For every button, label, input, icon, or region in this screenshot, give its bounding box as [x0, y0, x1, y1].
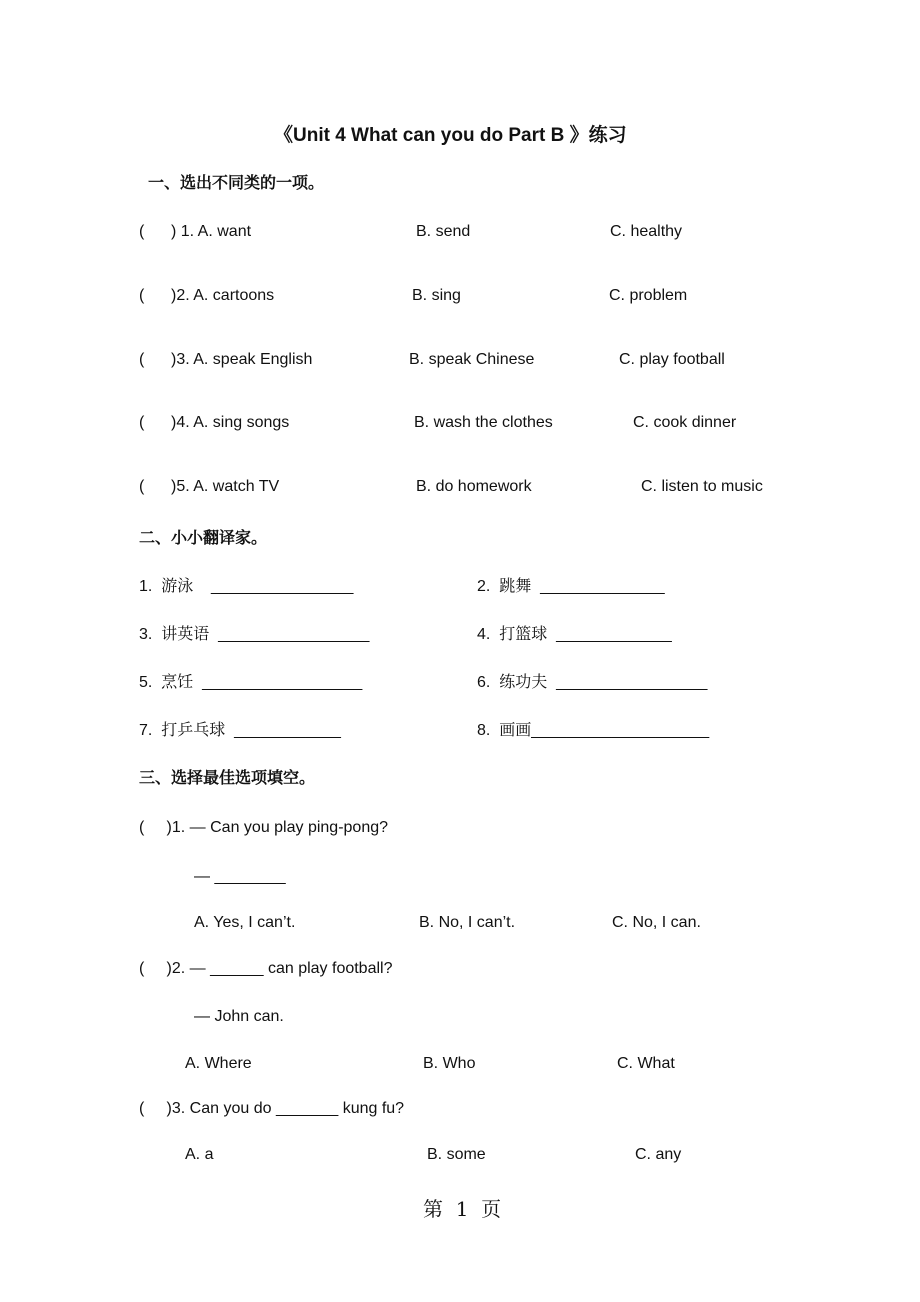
s1-item-4-b: B. wash the clothes: [414, 414, 553, 431]
section3-heading: 三、选择最佳选项填空。: [139, 770, 316, 787]
s1-item-5-b: B. do homework: [416, 478, 532, 495]
s1-item-3-a: ( )3. A. speak English: [139, 351, 313, 368]
s2-item-2: 2. 跳舞 ______________: [477, 578, 665, 595]
s1-item-4-a: ( )4. A. sing songs: [139, 414, 290, 431]
s3-q3-option-c: C. any: [635, 1146, 682, 1163]
s2-item-3: 3. 讲英语 _________________: [139, 626, 370, 643]
page-number: 第 1 页: [423, 1197, 502, 1221]
s1-item-5-c: C. listen to music: [641, 478, 763, 495]
s1-item-5-a: ( )5. A. watch TV: [139, 478, 280, 495]
s1-item-3-b: B. speak Chinese: [409, 351, 535, 368]
s3-q1-option-c: C. No, I can.: [612, 914, 701, 931]
s3-q2-answer-line: — John can.: [194, 1008, 284, 1025]
s2-item-8: 8. 画画____________________: [477, 722, 710, 739]
s2-item-7: 7. 打乒乓球 ____________: [139, 722, 341, 739]
section1-heading: 一、选出不同类的一项。: [148, 175, 325, 192]
s3-q1-option-a: A. Yes, I can’t.: [194, 914, 296, 931]
s1-item-2-b: B. sing: [412, 287, 461, 304]
s3-q2-option-a: A. Where: [185, 1055, 252, 1072]
s3-q3-option-b: B. some: [427, 1146, 486, 1163]
s2-item-5: 5. 烹饪 __________________: [139, 674, 363, 691]
s1-item-1-c: C. healthy: [610, 223, 683, 240]
s1-item-3-c: C. play football: [619, 351, 725, 368]
s1-item-4-c: C. cook dinner: [633, 414, 737, 431]
s3-q1-option-b: B. No, I can’t.: [419, 914, 516, 931]
s1-item-1-b: B. send: [416, 223, 471, 240]
s3-q3-stem: ( )3. Can you do _______ kung fu?: [139, 1100, 405, 1117]
s3-q1-answer-line: — ________: [194, 868, 286, 885]
s3-q2-option-b: B. Who: [423, 1055, 476, 1072]
page-title: 《Unit 4 What can you do Part B 》练习: [274, 125, 627, 146]
section2-heading: 二、小小翻译家。: [139, 530, 268, 547]
s1-item-1-a: ( ) 1. A. want: [139, 223, 252, 240]
s3-q3-option-a: A. a: [185, 1146, 214, 1163]
s3-q1-stem: ( )1. — Can you play ping-pong?: [139, 819, 389, 836]
s2-item-4: 4. 打篮球 _____________: [477, 626, 672, 643]
s1-item-2-c: C. problem: [609, 287, 688, 304]
s2-item-1: 1. 游泳 ________________: [139, 578, 354, 595]
s3-q2-stem: ( )2. — ______ can play football?: [139, 960, 393, 977]
s2-item-6: 6. 练功夫 _________________: [477, 674, 708, 691]
s3-q2-option-c: C. What: [617, 1055, 675, 1072]
s1-item-2-a: ( )2. A. cartoons: [139, 287, 275, 304]
